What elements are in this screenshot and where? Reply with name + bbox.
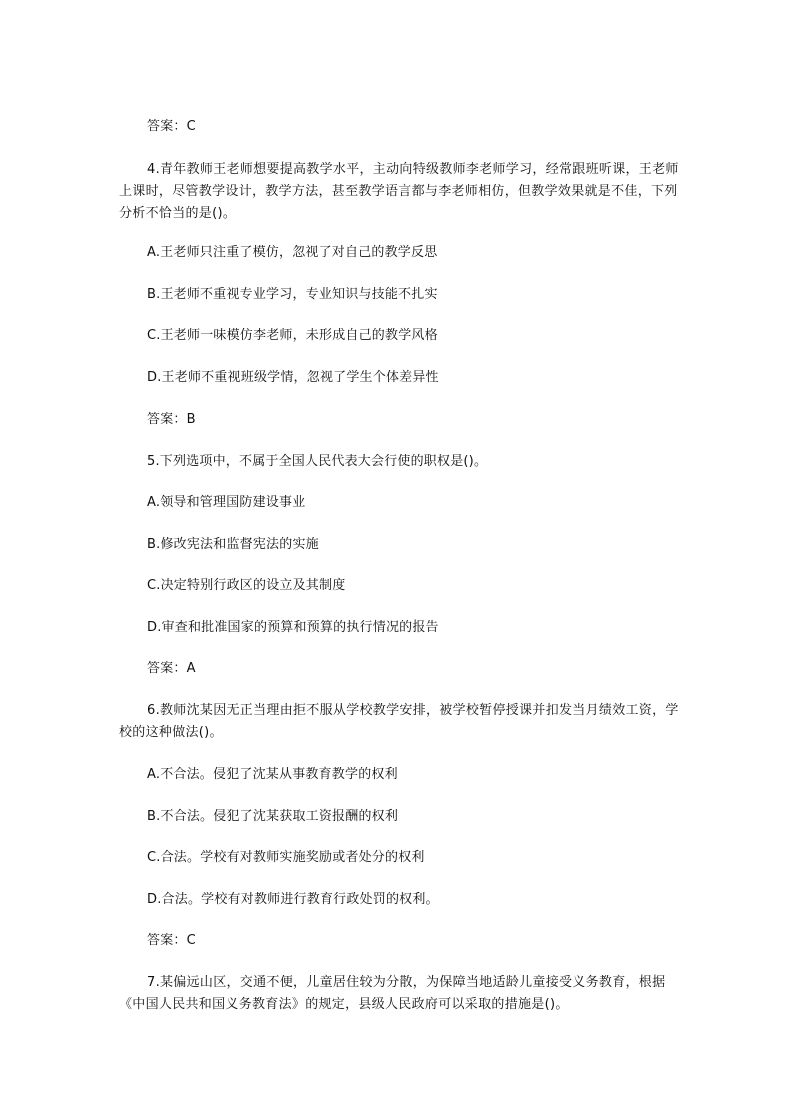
question-4-option-c: C.王老师一味模仿李老师，未形成自己的教学风格: [147, 328, 438, 343]
question-6-option-b: B.不合法。侵犯了沈某获取工资报酬的权利: [147, 809, 399, 824]
question-4-option-a: A.王老师只注重了模仿，忽视了对自己的教学反思: [147, 245, 438, 260]
question-7-stem: 7.某偏远山区，交通不便，儿童居住较为分散，为保障当地适龄儿童接受义务教育，根据《中国人民共和国义务教育法》的规定，县级人民政府可以采取的措施是()。: [119, 975, 666, 1012]
answer-q6: 答案：C: [147, 933, 196, 948]
question-5-option-b: B.修改宪法和监督宪法的实施: [147, 537, 319, 552]
answer-q5: 答案：A: [147, 661, 196, 676]
question-6-stem: 6.教师沈某因无正当理由拒不服从学校教学安排，被学校暂停授课并扣发当月绩效工资，学校的这种做法()。: [119, 703, 679, 740]
question-5-stem: 5.下列选项中，不属于全国人民代表大会行使的职权是()。: [147, 454, 488, 469]
question-4-option-d: D.王老师不重视班级学情，忽视了学生个体差异性: [147, 370, 439, 385]
question-5-option-a: A.领导和管理国防建设事业: [147, 495, 306, 510]
question-5-option-c: C.决定特别行政区的设立及其制度: [147, 578, 346, 593]
answer-q3: 答案：C: [147, 119, 196, 134]
question-5-option-d: D.审查和批准国家的预算和预算的执行情况的报告: [147, 620, 439, 635]
question-4-stem: 4.青年教师王老师想要提高教学水平，主动向特级教师李老师学习，经常跟班听课，王老师上课时，尽管教学设计，教学方法，甚至教学语言都与李老师相仿，但教学效果就是不佳，下列分析不恰当的是()。: [119, 162, 679, 221]
question-4-option-b: B.王老师不重视专业学习，专业知识与技能不扎实: [147, 287, 438, 302]
question-6-option-d: D.合法。学校有对教师进行教育行政处罚的权利。: [147, 892, 439, 907]
answer-q4: 答案：B: [147, 412, 196, 427]
question-6-option-a: A.不合法。侵犯了沈某从事教育教学的权利: [147, 767, 398, 782]
question-6-option-c: C.合法。学校有对教师实施奖励或者处分的权利: [147, 850, 425, 865]
